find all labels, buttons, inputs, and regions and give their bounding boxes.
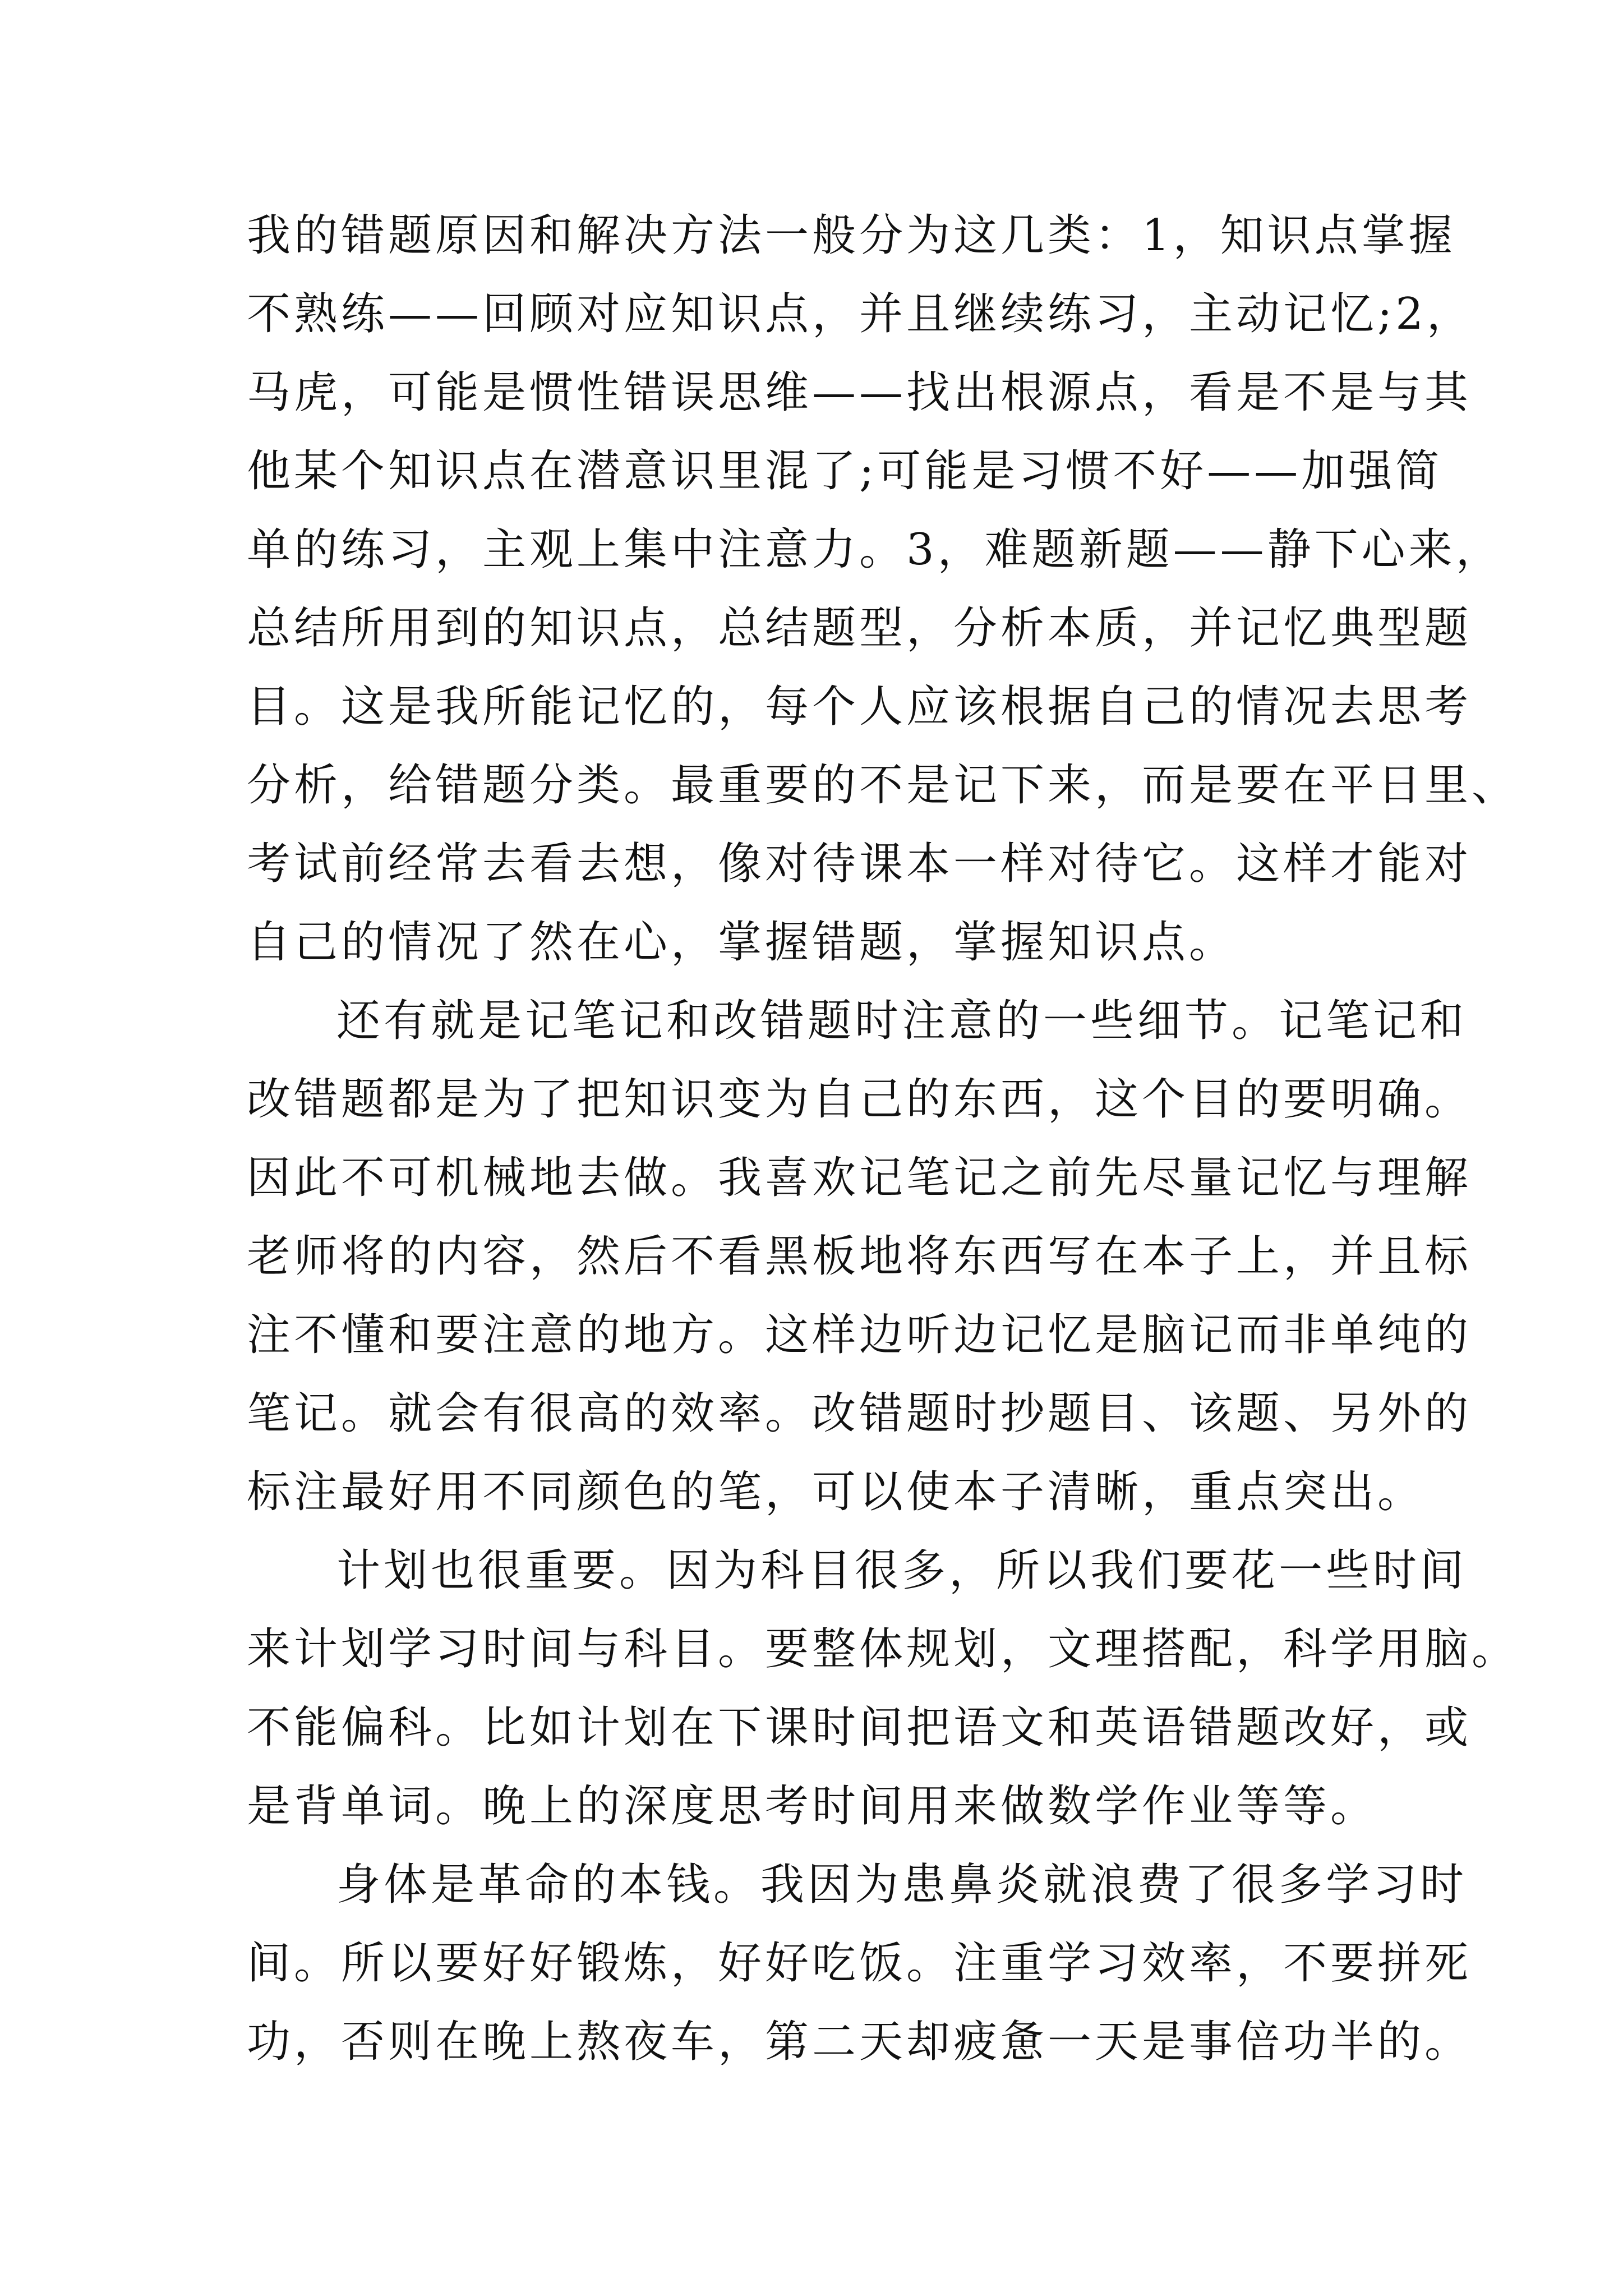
text-line: 还有就是记笔记和改错题时注意的一些细节。记笔记和 [336,996,1468,1046]
text-line: 间。所以要好好锻炼，好好吃饭。注重学习效率，不要拼死 [247,1938,1472,1989]
text-line: 总结所用到的知识点，总结题型，分析本质，并记忆典型题 [247,603,1472,654]
paragraph-note-taking [247,982,1472,1531]
text-line: 不能偏科。比如计划在下课时间把语文和英语错题改好，或 [247,1703,1472,1753]
text-line: 老师将的内容，然后不看黑板地将东西写在本子上，并且标 [247,1231,1472,1282]
text-line: 我的错题原因和解决方法一般分为这几类：1，知识点掌握 [247,210,1456,261]
text-line: 改错题都是为了把知识变为自己的东西，这个目的要明确。 [247,1074,1472,1125]
text-line: 因此不可机械地去做。我喜欢记笔记之前先尽量记忆与理解 [247,1153,1472,1203]
paragraph-health [247,1846,1472,2081]
text-line: 来计划学习时间与科目。要整体规划，文理搭配，科学用脑。 [247,1624,1519,1674]
text-line: 马虎，可能是惯性错误思维——找出根源点，看是不是与其 [247,367,1472,418]
text-line: 自己的情况了然在心，掌握错题，掌握知识点。 [247,917,1237,968]
text-line: 他某个知识点在潜意识里混了;可能是习惯不好——加强简 [247,446,1443,496]
text-line: 是背单词。晚上的深度思考时间用来做数学作业等等。 [247,1781,1378,1832]
text-line: 不熟练——回顾对应知识点，并且继续练习，主动记忆;2， [247,289,1474,339]
text-line: 功，否则在晚上熬夜车，第二天却疲惫一天是事倍功半的。 [247,2017,1472,2067]
text-line: 注不懂和要注意的地方。这样边听边记忆是脑记而非单纯的 [247,1310,1472,1360]
text-line: 标注最好用不同颜色的笔，可以使本子清晰，重点突出。 [247,1467,1425,1517]
text-line: 笔记。就会有很高的效率。改错题时抄题目、该题、另外的 [247,1388,1472,1439]
paragraph-planning [247,1531,1519,1846]
text-line: 考试前经常去看去想，像对待课本一样对待它。这样才能对 [247,839,1472,889]
text-line: 单的练习，主观上集中注意力。3，难题新题——静下心来， [247,524,1503,575]
paragraph-error-analysis [247,196,1519,982]
text-line: 身体是革命的本钱。我因为患鼻炎就浪费了很多学习时 [336,1860,1468,1910]
text-line: 计划也很重要。因为科目很多，所以我们要花一些时间 [336,1545,1468,1596]
text-line: 目。这是我所能记忆的，每个人应该根据自己的情况去思考 [247,682,1472,732]
document-body [247,196,1519,2081]
text-line: 分析，给错题分类。最重要的不是记下来，而是要在平日里、 [247,760,1519,811]
